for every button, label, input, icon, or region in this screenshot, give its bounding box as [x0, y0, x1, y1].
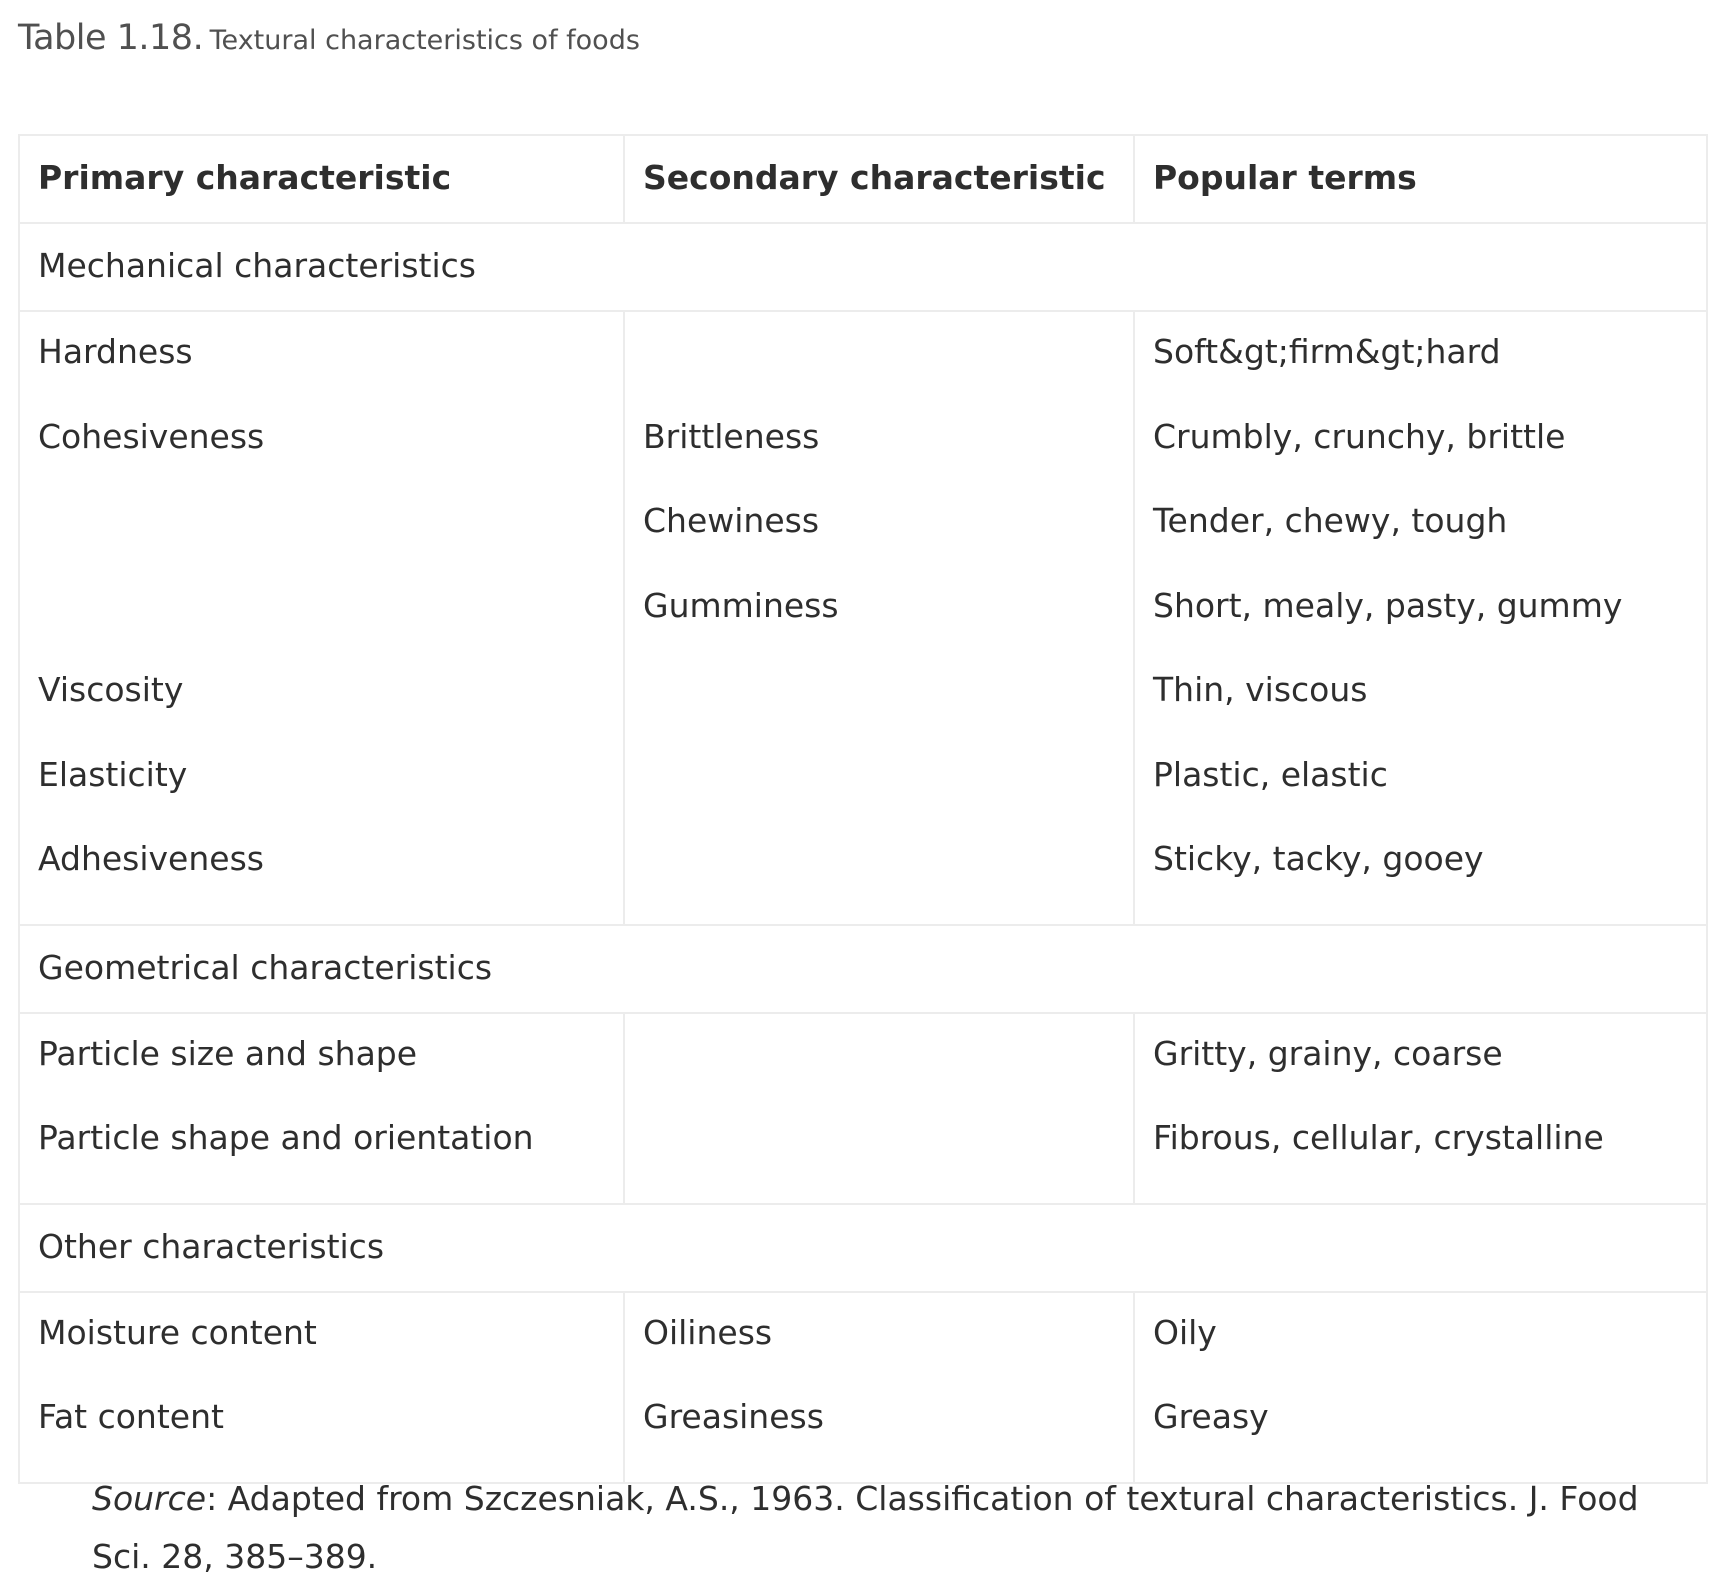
secondary-cell	[624, 1292, 1134, 1483]
table-row	[19, 1013, 1707, 1204]
section-title-other: Other characteristics	[19, 1204, 1707, 1292]
section-row	[19, 1204, 1707, 1292]
secondary-cell	[624, 311, 1134, 925]
section-row	[19, 925, 1707, 1013]
popular-term: Sticky, tacky, gooey	[1153, 839, 1484, 878]
popular-term: Oily	[1153, 1312, 1217, 1352]
primary-term: Elasticity	[38, 754, 188, 794]
table-row	[19, 311, 1707, 925]
source-text: : Adapted from Szczesniak, A.S., 1963. Classification of textural characteristics. J. Food Sci. 28, 385–389.	[92, 1479, 1639, 1576]
popular-cell	[1134, 1292, 1707, 1483]
secondary-term: Greasiness	[643, 1397, 824, 1436]
primary-term: Cohesiveness	[38, 416, 265, 456]
secondary-term: Gumminess	[643, 585, 839, 625]
column-header-secondary: Secondary characteristic	[624, 135, 1134, 223]
table-row	[19, 1292, 1707, 1483]
primary-cell	[19, 1013, 624, 1204]
table-caption	[18, 18, 640, 58]
primary-cell	[19, 311, 624, 925]
popular-term: Tender, chewy, tough	[1153, 501, 1508, 540]
primary-term: Fat content	[38, 1397, 224, 1436]
primary-term: Hardness	[38, 332, 193, 371]
popular-term: Short, mealy, pasty, gummy	[1153, 585, 1623, 625]
popular-cell	[1134, 311, 1707, 925]
primary-term: Moisture content	[38, 1312, 317, 1352]
table-source-note	[92, 1470, 1692, 1586]
primary-term: Viscosity	[38, 670, 184, 709]
popular-term: Plastic, elastic	[1153, 754, 1388, 794]
secondary-term	[643, 332, 1115, 417]
primary-cell	[19, 1292, 624, 1483]
secondary-cell	[624, 1013, 1134, 1204]
popular-term: Fibrous, cellular, crystalline	[1153, 1118, 1604, 1157]
popular-term: Gritty, grainy, coarse	[1153, 1033, 1503, 1073]
source-label: Source	[92, 1479, 207, 1518]
section-title-geometrical: Geometrical characteristics	[19, 925, 1707, 1013]
secondary-term	[643, 670, 1115, 755]
secondary-term	[643, 755, 1115, 840]
popular-cell	[1134, 1013, 1707, 1204]
texture-table	[18, 134, 1708, 1484]
secondary-term	[643, 1118, 1115, 1203]
popular-term: Soft&gt;firm&gt;hard	[1153, 332, 1501, 371]
primary-term: Particle shape and orientation	[38, 1118, 534, 1157]
primary-term: Adhesiveness	[38, 839, 264, 878]
header-row	[19, 135, 1707, 223]
secondary-term: Oiliness	[643, 1312, 773, 1352]
table-number: Table 1.18.	[18, 18, 204, 58]
secondary-term	[643, 839, 1115, 924]
secondary-term	[643, 1034, 1115, 1119]
primary-term	[38, 501, 605, 586]
column-header-primary: Primary characteristic	[19, 135, 624, 223]
column-header-popular: Popular terms	[1134, 135, 1707, 223]
section-title-mechanical: Mechanical characteristics	[19, 223, 1707, 311]
secondary-term: Brittleness	[643, 416, 820, 456]
secondary-term: Chewiness	[643, 501, 820, 540]
section-row	[19, 223, 1707, 311]
table-title: Textural characteristics of foods	[209, 25, 640, 56]
popular-term: Greasy	[1153, 1397, 1269, 1436]
primary-term: Particle size and shape	[38, 1033, 418, 1073]
primary-term	[38, 586, 605, 671]
popular-term: Crumbly, crunchy, brittle	[1153, 416, 1566, 456]
popular-term: Thin, viscous	[1153, 670, 1368, 709]
